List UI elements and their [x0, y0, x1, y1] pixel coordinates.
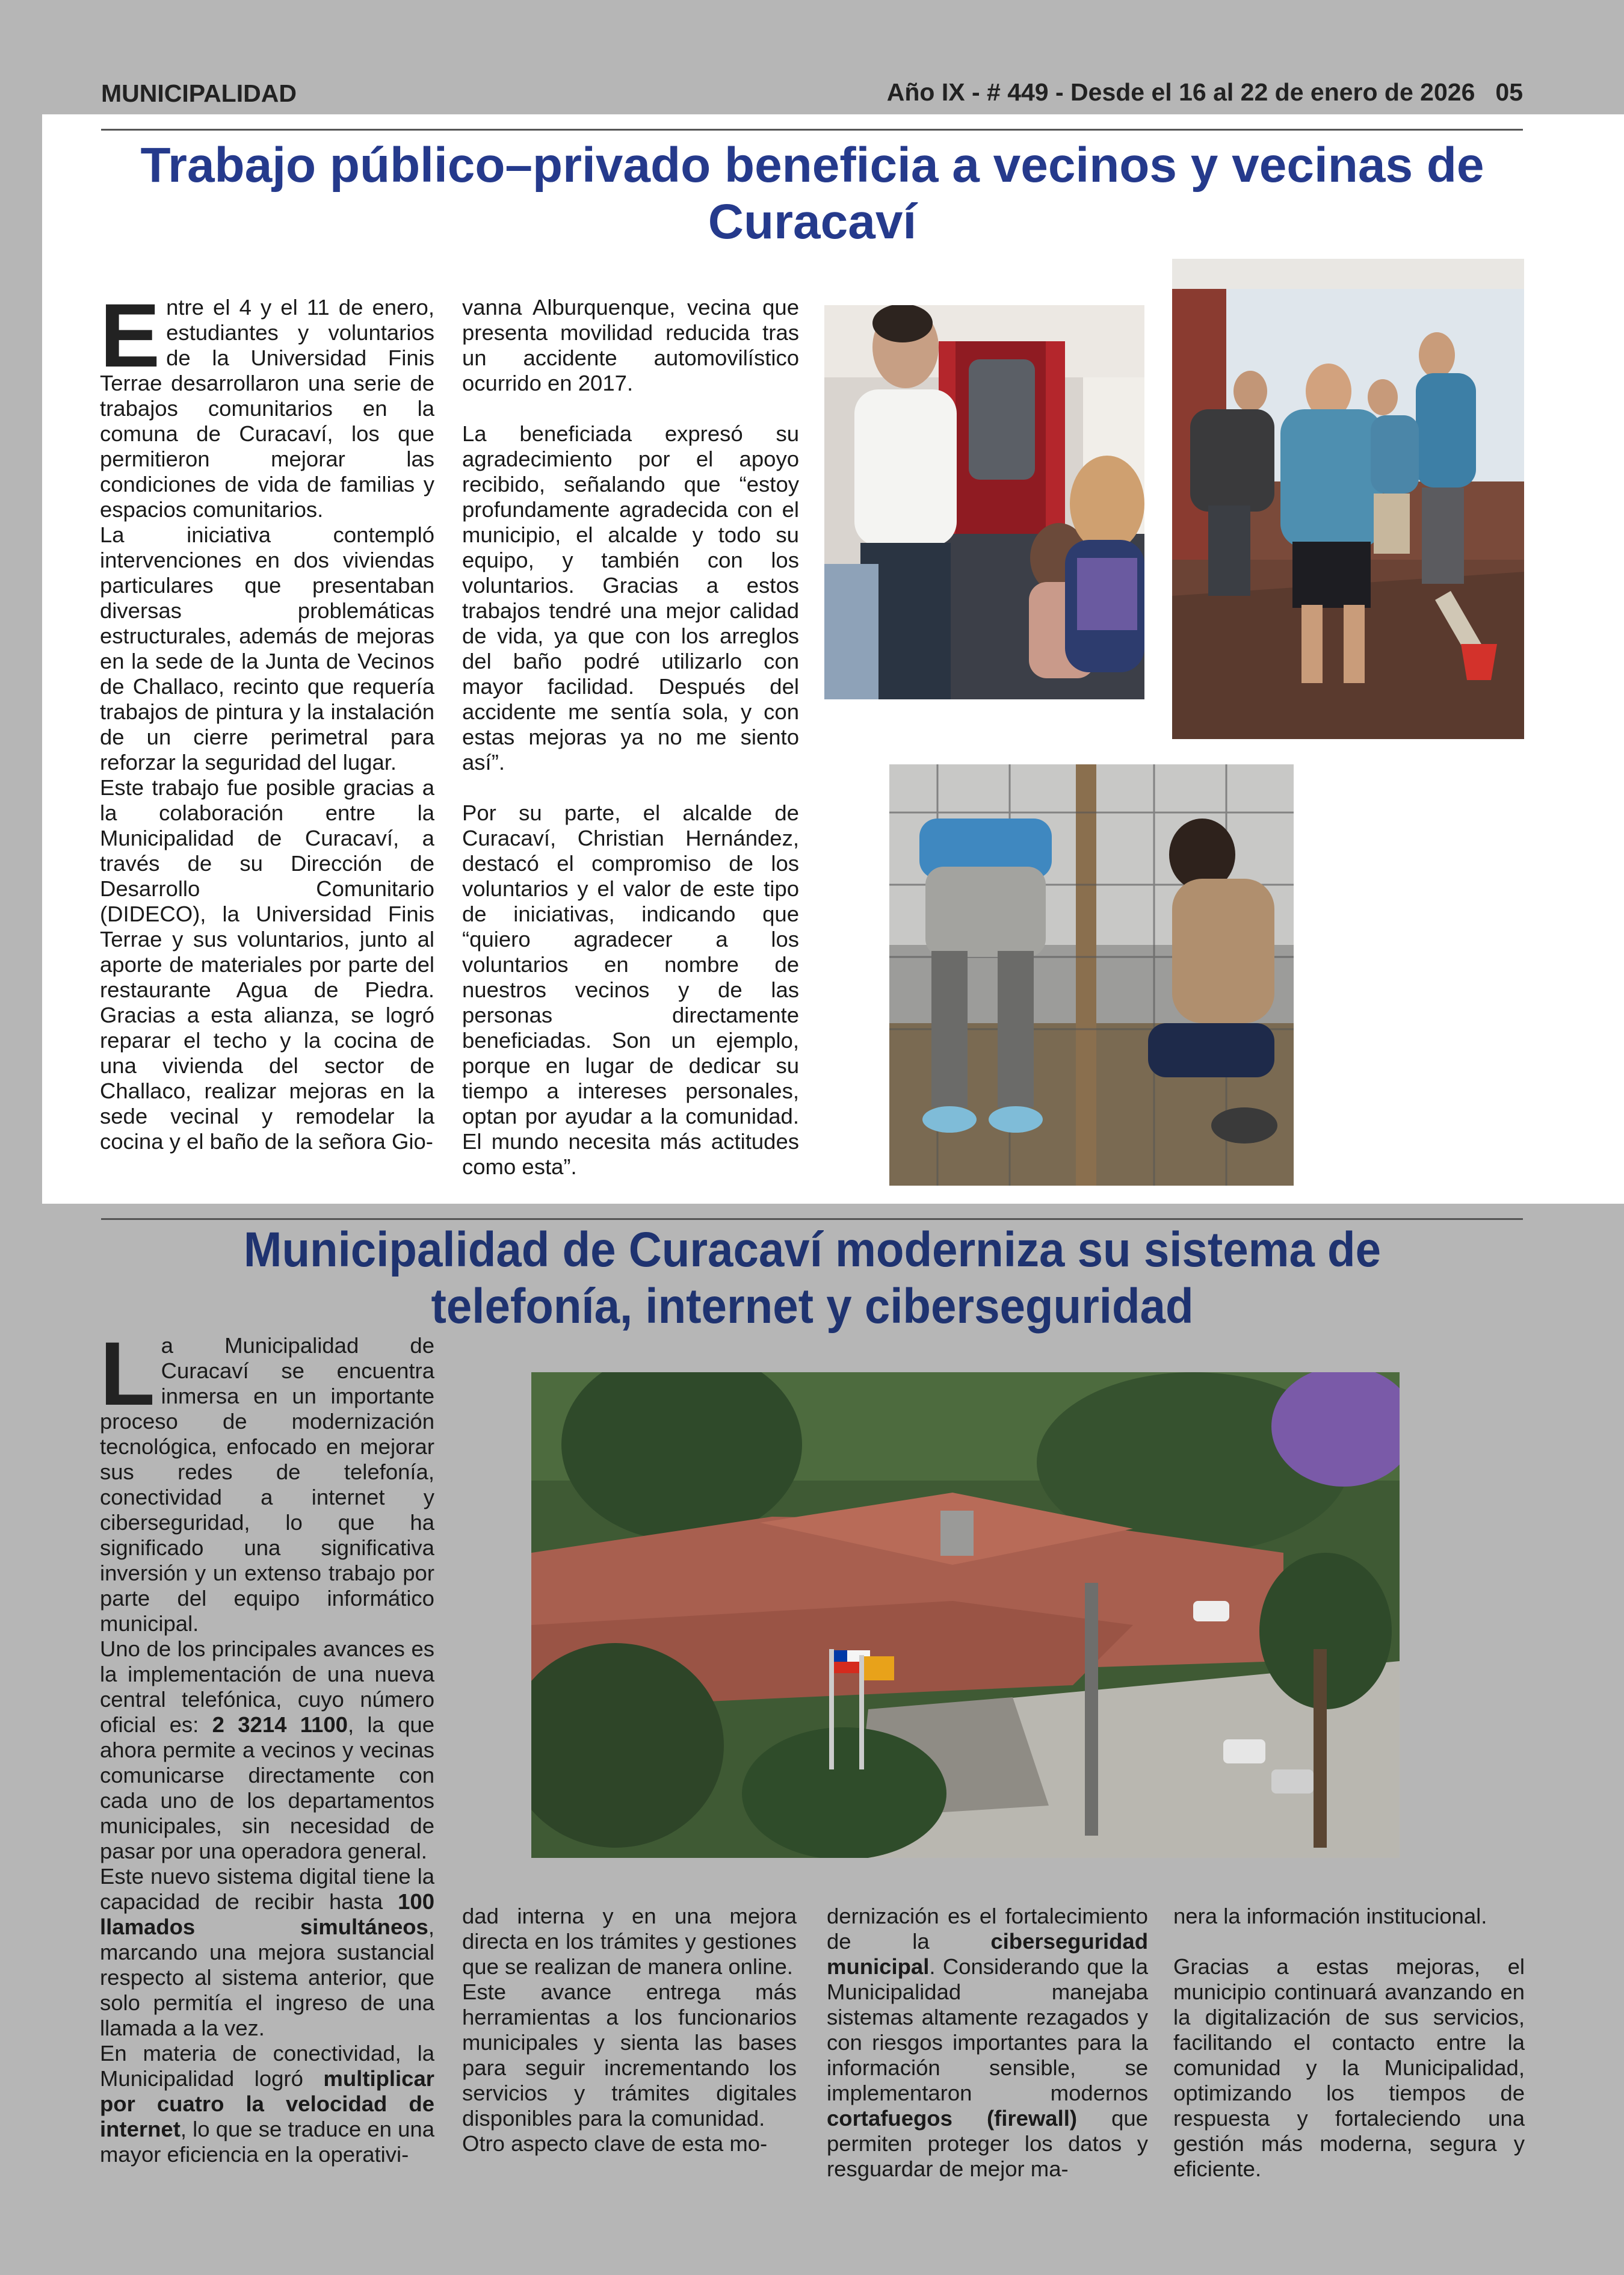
photo-municipal-aerial: [531, 1372, 1400, 1858]
section-label: MUNICIPALIDAD: [101, 79, 297, 107]
article1-title: Trabajo público–privado beneficia a vecinos y vecinas de Curacaví: [140, 138, 1484, 249]
article2-column-2: [462, 1904, 797, 2156]
dropcap: E: [100, 285, 161, 386]
article2-column-1: [100, 1323, 435, 2167]
page-number: 05: [1495, 78, 1523, 106]
article1-column-1: [100, 285, 434, 1154]
photo-interview: [824, 305, 1144, 699]
article2-column-4: [1173, 1904, 1525, 2182]
article2-col4-p1: nera la información institucional.: [1173, 1904, 1487, 1928]
article2-col1-p4: En materia de conectividad, la Municipalidad logró multiplicar por cuatro la velocidad de internet, lo que se traduce en una mayor eficiencia en la operativi-: [100, 2041, 434, 2167]
article2-col2-p3: Otro aspecto clave de esta mo-: [462, 2131, 768, 2156]
article2-col2-p1: dad interna y en una mejora directa en los trámites y gestiones que se realizan de manera online.: [462, 1904, 797, 1979]
article2-title: Municipalidad de Curacaví moderniza su sistema de telefonía, internet y ciberseguridad: [243, 1222, 1382, 1334]
article1-col2-p1: vanna Alburquenque, vecina que presenta movilidad reducida tras un accidente automovilístico ocurrido en 2017.: [462, 295, 799, 395]
article1-col1-p1: ntre el 4 y el 11 de enero, estudiantes y voluntarios de la Universidad Finis Terrae desarrollaron una serie de trabajos comunitarios en la comuna de Curacaví, los que permitieron mejorar las condiciones de vida de familias y espacios comunitarios.: [100, 295, 434, 522]
article-divider: [101, 1218, 1523, 1220]
photo-volunteers-room: [1172, 259, 1524, 739]
article2-col1-p1: a Municipalidad de Curacaví se encuentra inmersa en un importante proceso de modernización tecnológica, enfocado en mejorar sus redes de telefonía, conectividad a internet y ciberseguridad, lo que ha significado una significativa inversión y un extenso trabajo por parte del equipo informático municipal.: [100, 1333, 434, 1636]
article2-col3-p1: dernización es el fortalecimiento de la ciberseguridad municipal. Considerando que la Municipalidad manejaba sistemas altamente rezagados y con riesgos importantes para la información sensible, se implementaron modernos cortafuegos (firewall) que permiten proteger los datos y resguardar de mejor ma-: [827, 1904, 1148, 2181]
dropcap: L: [100, 1323, 155, 1424]
article1-col1-p3: Este trabajo fue posible gracias a la colaboración entre la Municipalidad de Curacaví, a través de su Dirección de Desarrollo Comunitario (DIDECO), la Universidad Finis Terrae y sus voluntarios, junto al aporte de materiales por parte del restaurante Agua de Piedra. Gracias a esta alianza, se logró reparar el techo y la cocina de una vivienda del sector de Challaco, realizar mejoras en la sede vecinal y remodelar la cocina y el baño de la señora Gio-: [100, 775, 434, 1154]
article1-column-2: [462, 295, 799, 1180]
article2-col2-p2: Este avance entrega más herramientas a los funcionarios municipales y sienta las bases para seguir incrementando los servicios y trámites digitales disponibles para la comunidad.: [462, 1979, 797, 2131]
article1-col2-p3: Por su parte, el alcalde de Curacaví, Christian Hernández, destacó el compromiso de los voluntarios y el valor de este tipo de iniciativas, indicando que “quiero agradecer a los voluntarios en nombre de nuestros vecinos y de las personas directamente beneficiadas. Son un ejemplo, porque en lugar de dedicar su tiempo a intereses personales, optan por ayudar a la comunidad. El mundo necesita más actitudes como esta”.: [462, 800, 799, 1179]
phone-number: 2 3214 1100: [212, 1712, 348, 1737]
issue-text: Año IX - # 449 - Desde el 16 al 22 de enero de 2026: [886, 78, 1475, 106]
article2-col4-p2: Gracias a estas mejoras, el municipio continuará avanzando en la digitalización de sus servicios, facilitando el contacto entre la comunidad y la Municipalidad, optimizando los tiempos de respuesta y fortaleciendo una gestión más moderna, segura y eficiente.: [1173, 1954, 1525, 2181]
article2-column-3: [827, 1904, 1148, 2182]
article2-col1-p2: Uno de los principales avances es la implementación de una nueva central telefónica, cuyo número oficial es: 2 3214 1100, la que ahora permite a vecinos y vecinas comunicarse directamente con cada uno de los departamentos municipales, sin necesidad de pasar por una operadora general.: [100, 1636, 435, 1863]
top-divider: [101, 129, 1523, 131]
photo-fence-work: [889, 764, 1294, 1186]
article2-col1-p3: Este nuevo sistema digital tiene la capacidad de recibir hasta 100 llamados simultáneos, marcando una mejora sustancial respecto al sistema anterior, que solo permitía el ingreso de una llamada a la vez.: [100, 1864, 434, 2040]
issue-info: [887, 78, 1523, 107]
article1-col2-p2: La beneficiada expresó su agradecimiento por el apoyo recibido, señalando que “estoy profundamente agradecida con el municipio, el alcalde y todo su equipo, y también con los voluntarios. Gracias a estos trabajos tendré una mejor calidad de vida, ya que con los arreglos del baño podré utilizarlo con mayor facilidad. Después del accidente me sentía sola, y con estas mejoras ya no me siento así”.: [462, 421, 799, 775]
article1-col1-p2: La iniciativa contempló intervenciones en dos viviendas particulares que presentaban diversas problemáticas estructurales, además de mejoras en la sede de la Junta de Vecinos de Challaco, recinto que requería trabajos de pintura y la instalación de un cierre perimetral para reforzar la seguridad del lugar.: [100, 522, 434, 775]
